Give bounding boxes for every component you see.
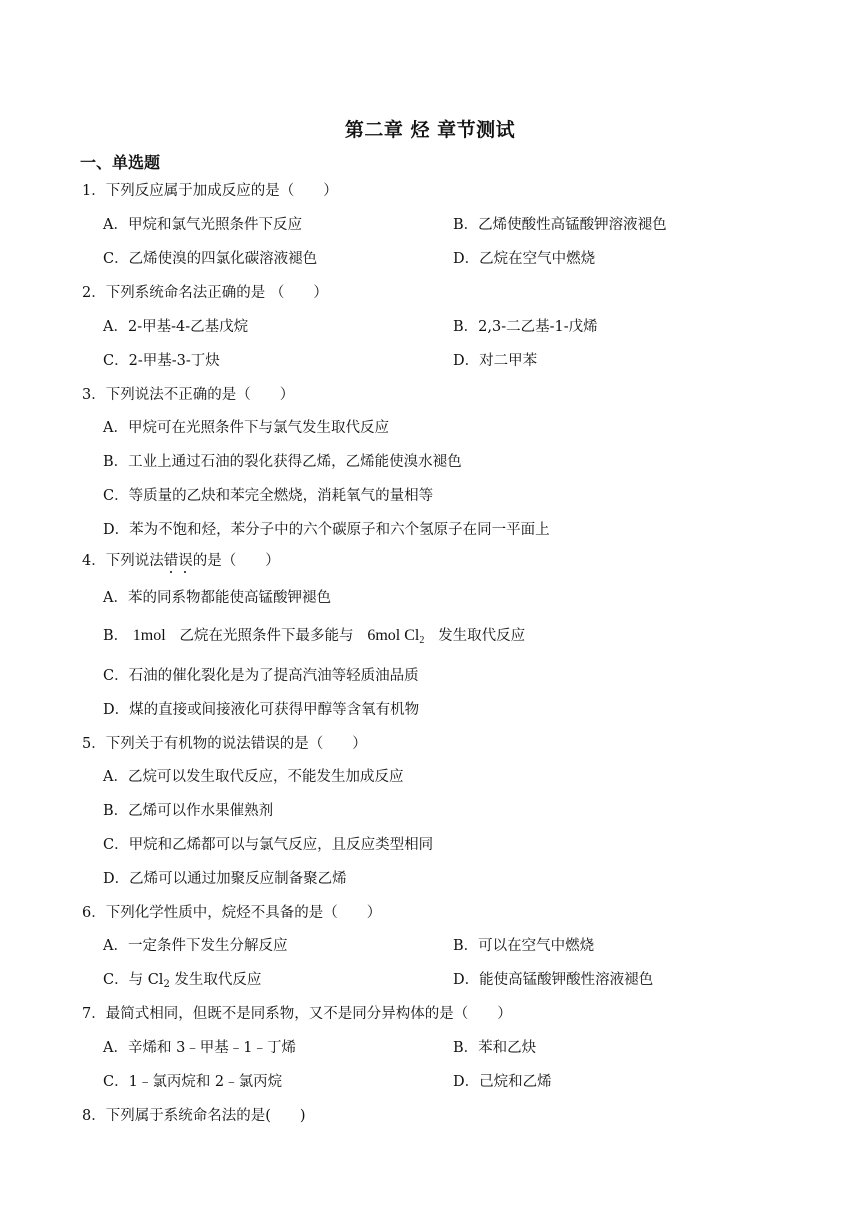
question-4-option-d: D．煤的直接或间接液化可获得甲醇等含氧有机物	[103, 702, 420, 718]
question-3-option-b: B．工业上通过石油的裂化获得乙烯，乙烯能使溴水褪色	[103, 454, 462, 470]
question-1-stem: 1．下列反应属于加成反应的是（ ）	[82, 183, 338, 199]
question-3-stem: 3．下列说法不正确的是（ ）	[82, 387, 295, 403]
question-2-stem: 2．下列系统命名法正确的是 （ ）	[82, 285, 328, 301]
question-5-option-b: B．乙烯可以作水果催熟剂	[103, 803, 274, 819]
question-6-option-b: B．可以在空气中燃烧	[453, 938, 595, 954]
question-4-stem-pre: 4．下列说法	[82, 553, 164, 569]
question-6-option-d: D．能使高锰酸钾酸性溶液褪色	[453, 972, 654, 988]
amount-1mol: 1mol	[132, 627, 166, 644]
question-3-option-c: C．等质量的乙炔和苯完全燃烧，消耗氧气的量相等	[103, 488, 434, 504]
question-5-option-d: D．乙烯可以通过加聚反应制备聚乙烯	[103, 871, 347, 887]
question-4-option-a: A．苯的同系物都能使高锰酸钾褪色	[103, 590, 331, 606]
emphasis-char-2: 误	[178, 553, 193, 569]
page-title: 第二章 烃 章节测试	[344, 119, 516, 141]
question-3-option-d: D．苯为不饱和烃，苯分子中的六个碳原子和六个氢原子在同一平面上	[103, 522, 550, 538]
question-1-option-c: C．乙烯使溴的四氯化碳溶液褪色	[103, 251, 318, 267]
question-6-stem: 6．下列化学性质中，烷烃不具备的是（ ）	[82, 905, 382, 921]
question-5-option-c: C．甲烷和乙烯都可以与氯气反应，且反应类型相同	[103, 837, 434, 853]
question-4-stem	[82, 549, 280, 570]
question-1-option-a: A．甲烷和氯气光照条件下反应	[103, 217, 302, 233]
question-2-option-b: B．2,3-二乙基-1-戊烯	[453, 319, 598, 335]
question-1-option-d: D．乙烷在空气中燃烧	[453, 251, 596, 267]
question-3-option-a: A．甲烷可在光照条件下与氯气发生取代反应	[103, 420, 389, 436]
question-8-stem: 8．下列属于系统命名法的是( )	[82, 1108, 306, 1124]
question-7-option-b: B．苯和乙炔	[453, 1040, 537, 1056]
question-2-option-c: C．2-甲基-3-丁炔	[103, 353, 220, 369]
question-7-stem: 7．最简式相同，但既不是同系物，又不是同分异构体的是（ ）	[82, 1006, 512, 1022]
question-4-option-c: C．石油的催化裂化是为了提高汽油等轻质油品质	[103, 668, 419, 684]
question-6-option-c: C．与 $Cl_2$ 发生取代反应	[103, 972, 262, 990]
question-4-stem-post: 的是（ ）	[192, 553, 280, 569]
emphasis-char-1: 错	[163, 553, 179, 569]
option-b-suffix: 发生取代反应	[438, 628, 526, 644]
option-b-label: B．	[103, 628, 129, 644]
question-5-stem: 5．下列关于有机物的说法错误的是（ ）	[82, 736, 367, 752]
option-b-text: 乙烷在光照条件下最多能与	[179, 628, 354, 644]
section-heading: 一、单选题	[80, 153, 161, 172]
question-2-option-d: D．对二甲苯	[453, 353, 538, 369]
amount-6mol-cl2: 6mol $Cl_2$	[367, 627, 425, 646]
question-1-option-b: B．乙烯使酸性高锰酸钾溶液褪色	[453, 217, 667, 233]
question-7-option-c: C．1﹣氯丙烷和 2﹣氯丙烷	[103, 1074, 283, 1090]
question-7-option-d: D．己烷和乙烯	[453, 1074, 552, 1090]
question-7-option-a: A．辛烯和 3﹣甲基﹣1﹣丁烯	[103, 1040, 297, 1056]
question-6-option-a: A．一定条件下发生分解反应	[103, 938, 288, 954]
question-4-option-b	[103, 624, 525, 646]
question-5-option-a: A．乙烷可以发生取代反应，不能发生加成反应	[103, 769, 404, 785]
question-2-option-a: A．2-甲基-4-乙基戊烷	[103, 319, 249, 335]
